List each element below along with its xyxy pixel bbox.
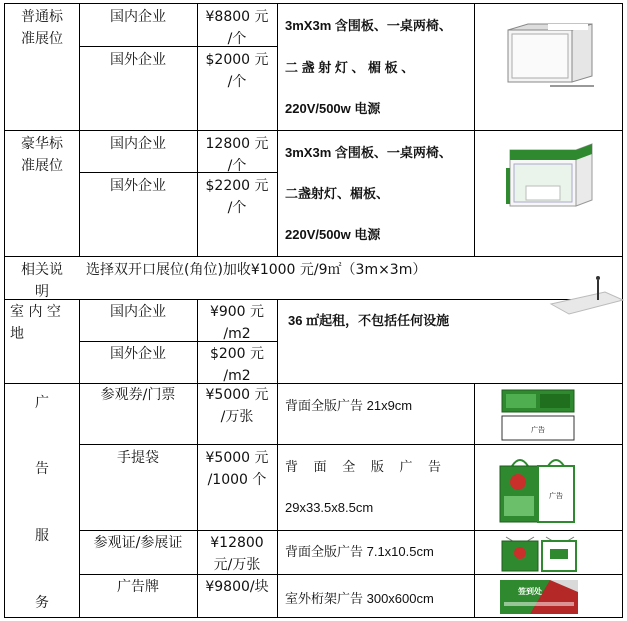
deluxe-domestic-price: 12800 元 /个 xyxy=(205,136,269,174)
ad-bag-name: 手提袋 xyxy=(117,450,159,466)
ads-label-1: 广 xyxy=(35,395,49,411)
note-text: 选择双开口展位(角位)加收¥1000 元/9㎡（3m×3m） xyxy=(86,262,427,278)
standard-desc-2: 二 盏 射 灯 、 楣 板 、 xyxy=(285,60,415,75)
indoor-domestic-label: 国内企业 xyxy=(110,304,166,320)
domestic-label: 国内企业 xyxy=(110,9,166,25)
deluxe-desc-2: 二盏射灯、楣板、 xyxy=(285,186,390,201)
note-label: 相关说 明 xyxy=(21,262,63,300)
deluxe-domestic-label: 国内企业 xyxy=(110,136,166,152)
deluxe-foreign-label: 国外企业 xyxy=(110,178,166,194)
ticket-ad-text: 广告 xyxy=(531,426,545,434)
bag-ad-text: 广告 xyxy=(549,492,563,500)
ad-bag-price: ¥5000 元 /1000 个 xyxy=(205,450,269,488)
deluxe-booth-image xyxy=(500,142,600,214)
ads-label-3: 服 xyxy=(35,528,49,544)
standard-desc-1: 3mX3m 含围板、一桌两椅、 xyxy=(285,18,452,33)
ad-pass-desc: 背面全版广告 7.1x10.5cm xyxy=(285,544,434,559)
bag-ad-image xyxy=(498,452,578,526)
board-ad-image xyxy=(500,578,578,616)
foreign-price: $2000 元 /个 xyxy=(205,52,269,90)
ad-ticket-price: ¥5000 元 /万张 xyxy=(205,387,269,425)
ad-board-price: ¥9800/块 xyxy=(205,579,269,595)
foreign-label: 国外企业 xyxy=(110,52,166,68)
ticket-ad-image xyxy=(500,388,576,442)
standard-booth-image xyxy=(500,20,600,92)
board-ad-text: 签到处 xyxy=(518,587,542,596)
standard-desc-3: 220V/500w 电源 xyxy=(285,101,381,116)
deluxe-desc-3: 220V/500w 电源 xyxy=(285,227,381,242)
ad-bag-desc-size: 29x33.5x8.5cm xyxy=(285,500,374,515)
indoor-foreign-label: 国外企业 xyxy=(110,346,166,362)
ad-ticket-name: 参观券/门票 xyxy=(100,387,176,403)
ad-bag-desc: 背 面 全 版 广 告 xyxy=(285,459,448,474)
ads-label-4: 务 xyxy=(35,595,49,611)
indoor-desc: 36 ㎡起租，不包括任何设施 xyxy=(288,313,450,328)
ad-board-desc: 室外桁架广告 300x600cm xyxy=(285,591,434,606)
ad-ticket-desc: 背面全版广告 21x9cm xyxy=(285,398,413,413)
domestic-price: ¥8800 元 /个 xyxy=(205,9,269,47)
ads-label-2: 告 xyxy=(35,461,49,477)
ad-pass-price: ¥12800 元/万张 xyxy=(210,535,264,573)
indoor-label: 室 内 空 地 xyxy=(10,304,61,342)
pass-ad-image xyxy=(500,533,578,573)
ad-board-name: 广告牌 xyxy=(117,579,159,595)
deluxe-desc-1: 3mX3m 含围板、一桌两椅、 xyxy=(285,145,452,160)
indoor-foreign-price: $200 元 /m2 xyxy=(209,346,265,384)
standard-booth-label: 普通标 准展位 xyxy=(21,9,63,47)
deluxe-foreign-price: $2200 元 /个 xyxy=(205,178,269,216)
indoor-domestic-price: ¥900 元 /m2 xyxy=(209,304,265,342)
deluxe-booth-label: 豪华标 准展位 xyxy=(21,136,63,174)
ad-pass-name: 参观证/参展证 xyxy=(93,535,183,551)
